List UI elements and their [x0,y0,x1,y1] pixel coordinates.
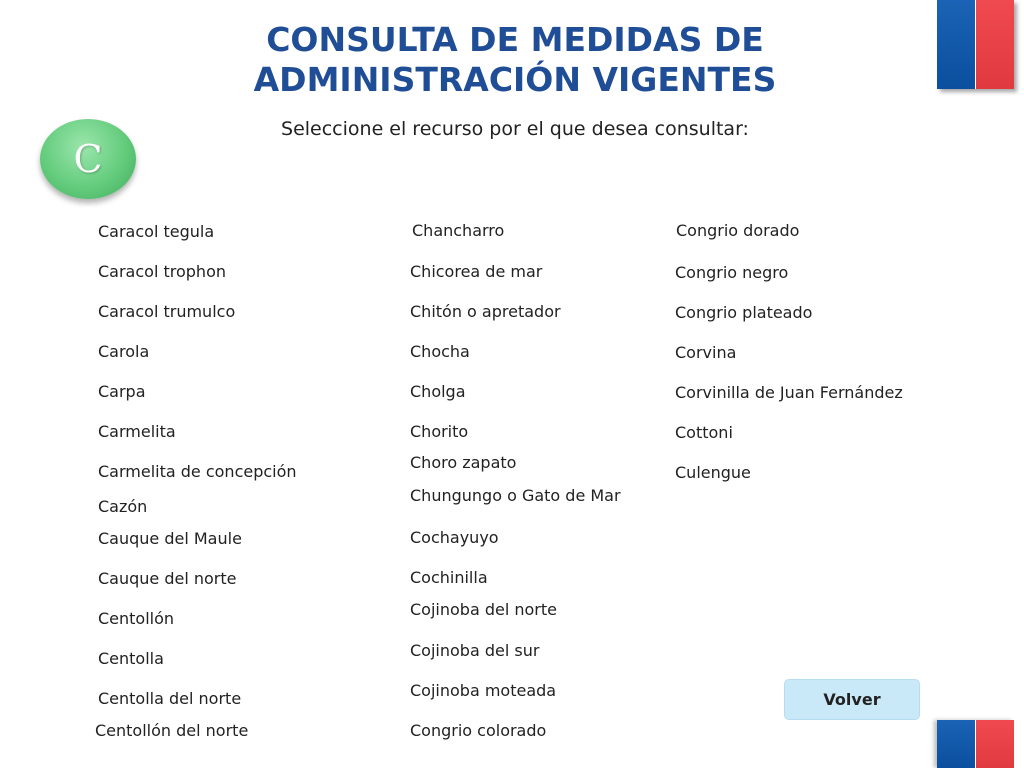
resource-cholga[interactable]: Cholga [410,382,466,401]
resource-culengue[interactable]: Culengue [675,463,751,482]
resource-congrio-negro[interactable]: Congrio negro [675,263,789,282]
resource-cottoni[interactable]: Cottoni [675,423,733,442]
resource-caracol-trophon[interactable]: Caracol trophon [98,262,226,281]
resource-congrio-dorado[interactable]: Congrio dorado [676,221,800,240]
resource-corvina[interactable]: Corvina [675,343,737,362]
resource-centollon-del-norte[interactable]: Centollón del norte [95,721,249,740]
resource-cojinoba-del-sur[interactable]: Cojinoba del sur [410,641,540,660]
resource-cojinoba-moteada[interactable]: Cojinoba moteada [410,681,557,700]
resource-chiton-o-apretador[interactable]: Chitón o apretador [410,302,561,321]
resource-centolla[interactable]: Centolla [98,649,164,668]
chile-flag-top-decoration [937,0,1014,89]
resource-carmelita[interactable]: Carmelita [98,422,176,441]
volver-button[interactable]: Volver [784,679,920,720]
resource-cochinilla[interactable]: Cochinilla [410,568,488,587]
resource-centollon[interactable]: Centollón [98,609,175,628]
resource-chungungo-o-gato-de-mar[interactable]: Chungungo o Gato de Mar [410,486,621,505]
title-line-1: CONSULTA DE MEDIDAS DE [266,20,764,59]
resource-chancharro[interactable]: Chancharro [412,221,505,240]
letter-c-badge [40,119,136,199]
resource-congrio-colorado[interactable]: Congrio colorado [410,721,547,740]
resource-chorito[interactable]: Chorito [410,422,469,441]
resource-corvinilla-de-juan-fernandez[interactable]: Corvinilla de Juan Fernández [675,383,903,402]
letter-badge-text: C [73,137,103,181]
page-subtitle: Seleccione el recurso por el que desea consultar: [281,118,749,140]
resource-cauque-del-maule[interactable]: Cauque del Maule [98,529,242,548]
resource-centolla-del-norte[interactable]: Centolla del norte [98,689,242,708]
resource-caracol-trumulco[interactable]: Caracol trumulco [98,302,236,321]
chile-flag-bottom-decoration [937,720,1014,768]
resource-cauque-del-norte[interactable]: Cauque del norte [98,569,237,588]
resource-cojinoba-del-norte[interactable]: Cojinoba del norte [410,600,557,619]
resource-carpa[interactable]: Carpa [98,382,146,401]
resource-cazon[interactable]: Cazón [98,497,148,516]
resource-choro-zapato[interactable]: Choro zapato [410,453,517,472]
resource-congrio-plateado[interactable]: Congrio plateado [675,303,813,322]
resource-carmelita-de-concepcion[interactable]: Carmelita de concepción [98,462,297,481]
resource-caracol-tegula[interactable]: Caracol tegula [98,222,215,241]
page-title [180,20,850,100]
resource-chicorea-de-mar[interactable]: Chicorea de mar [410,262,543,281]
resource-cochayuyo[interactable]: Cochayuyo [410,528,499,547]
title-line-2: ADMINISTRACIÓN VIGENTES [253,60,777,99]
resource-carola[interactable]: Carola [98,342,150,361]
resource-chocha[interactable]: Chocha [410,342,470,361]
